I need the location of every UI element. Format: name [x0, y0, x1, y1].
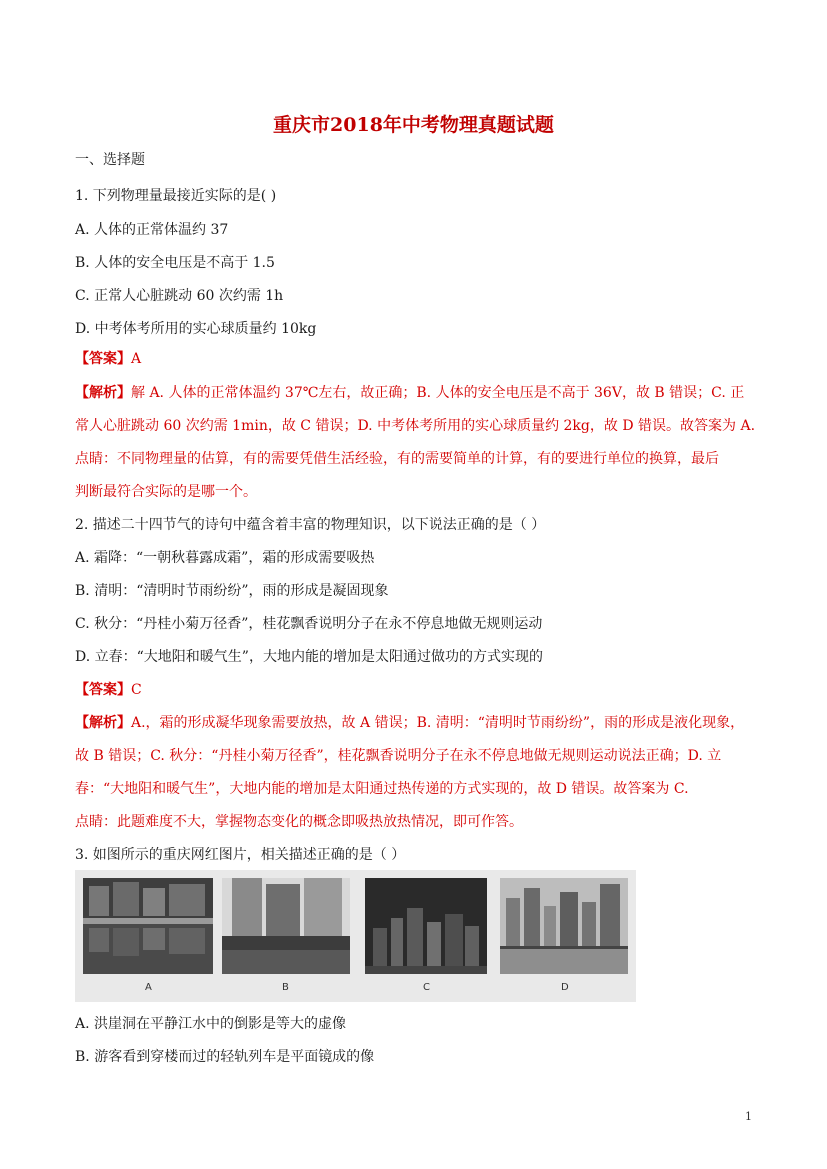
- q3-photo-b: [222, 878, 350, 974]
- q1-answer-value: A: [131, 351, 142, 367]
- q3-label-d: D: [561, 982, 569, 993]
- q2-option-b: B. 清明：“清明时节雨纷纷”，雨的形成是凝固现象: [75, 583, 389, 599]
- page-title: 重庆市2018年中考物理真题试题: [273, 114, 554, 136]
- q2-analysis-line-3: 春：“大地阳和暖气生”，大地内能的增加是太阳通过热传递的方式实现的，故 D 错误。故答案为 C.: [75, 781, 689, 797]
- q2-answer-value: C: [131, 682, 142, 698]
- q1-answer: [75, 349, 141, 369]
- q3-photo-d: [500, 878, 628, 974]
- q1-option-b: B. 人体的安全电压是不高于 1.5: [75, 255, 275, 271]
- q2-option-d: D. 立春：“大地阳和暖气生”，大地内能的增加是太阳通过做功的方式实现的: [75, 649, 543, 665]
- q3-photo-strip: [75, 870, 636, 1002]
- section-heading: 一、选择题: [75, 152, 145, 168]
- q2-note-line-1: 点睛：此题难度不大，掌握物态变化的概念即吸热放热情况，即可作答。: [75, 814, 523, 830]
- q1-analysis-line-2: 常人心脏跳动 60 次约需 1min，故 C 错误；D. 中考体考所用的实心球质量约 2kg，故 D 错误。故答案为 A.: [75, 418, 756, 434]
- q2-answer: [75, 680, 142, 700]
- q3-label-c: C: [423, 982, 430, 993]
- q1-analysis-line-1: [75, 383, 744, 403]
- q1-option-c: C. 正常人心脏跳动 60 次约需 1h: [75, 288, 284, 304]
- q2-option-c: C. 秋分：“丹桂小菊万径香”，桂花飘香说明分子在永不停息地做无规则运动: [75, 616, 543, 632]
- q2-analysis-text-1: A.，霜的形成凝华现象需要放热，故 A 错误；B. 清明：“清明时节雨纷纷”，雨的形成是液化现象，: [131, 715, 745, 731]
- q3-photo-a: [83, 878, 213, 974]
- q3-label-b: B: [282, 982, 289, 993]
- q3-stem: 3. 如图所示的重庆网红图片，相关描述正确的是（ ）: [75, 847, 406, 863]
- q2-analysis-tag: 【解析】: [75, 715, 131, 731]
- q3-option-b: B. 游客看到穿楼而过的轻轨列车是平面镜成的像: [75, 1049, 375, 1065]
- q3-option-a: A. 洪崖洞在平静江水中的倒影是等大的虚像: [75, 1016, 347, 1032]
- q1-option-d: D. 中考体考所用的实心球质量约 10kg: [75, 321, 317, 337]
- q1-analysis-text-1: 解 A. 人体的正常体温约 37℃左右，故正确；B. 人体的安全电压是不高于 36V，故 B 错误；C. 正: [131, 385, 745, 401]
- q1-answer-tag: 【答案】: [75, 351, 131, 367]
- q2-analysis-line-2: 故 B 错误；C. 秋分：“丹桂小菊万径香”，桂花飘香说明分子在永不停息地做无规则运动说法正确；D. 立: [75, 748, 722, 764]
- q2-option-a: A. 霜降：“一朝秋暮露成霜”，霜的形成需要吸热: [75, 550, 375, 566]
- q1-stem: 1. 下列物理量最接近实际的是( ): [75, 188, 277, 204]
- q3-photo-c: [365, 878, 487, 974]
- q2-stem: 2. 描述二十四节气的诗句中蕴含着丰富的物理知识，以下说法正确的是（ ）: [75, 517, 546, 533]
- q2-analysis-line-1: [75, 713, 744, 733]
- q2-answer-tag: 【答案】: [75, 682, 131, 698]
- q1-note-line-2: 判断最符合实际的是哪一个。: [75, 484, 257, 500]
- q3-label-a: A: [145, 982, 152, 993]
- page-number: 1: [745, 1110, 752, 1123]
- q1-option-a: A. 人体的正常体温约 37: [75, 222, 229, 238]
- q1-analysis-tag: 【解析】: [75, 385, 131, 401]
- q1-note-line-1: 点睛：不同物理量的估算，有的需要凭借生活经验，有的需要简单的计算，有的要进行单位的换算，最后: [75, 451, 719, 467]
